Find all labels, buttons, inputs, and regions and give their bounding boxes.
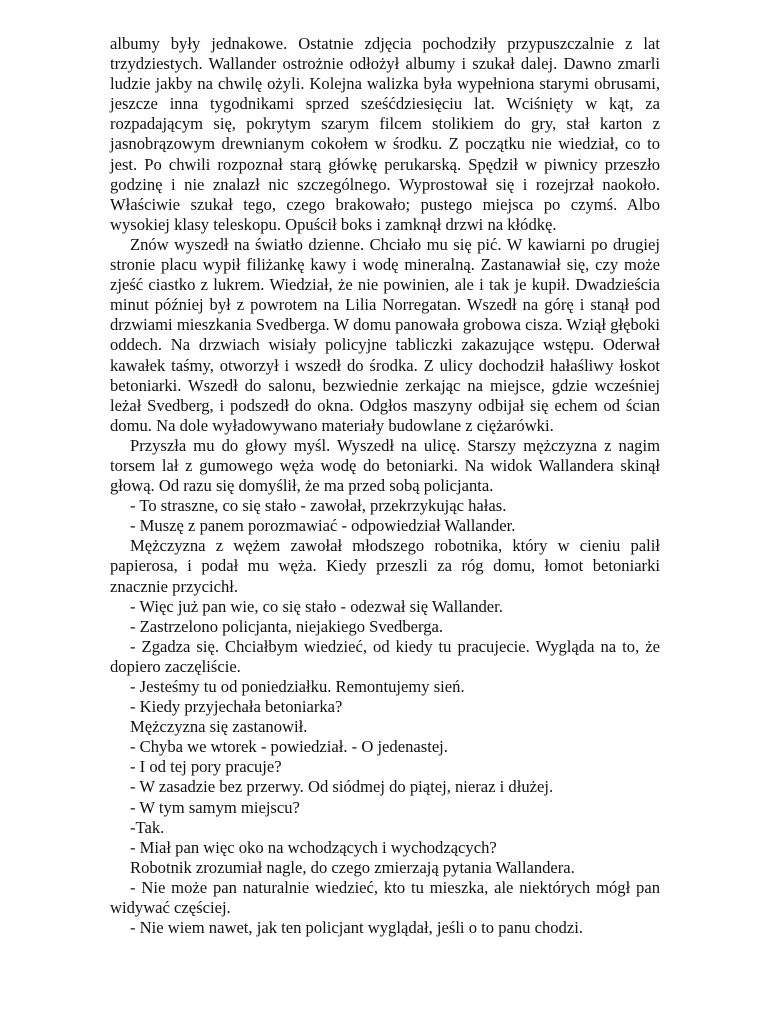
dialogue-line: -Tak. <box>130 817 165 837</box>
dialogue-line: - Zastrzelono policjanta, niejakiego Svedberga. <box>130 616 444 636</box>
paragraph-narration: Mężczyzna się zastanowił. <box>130 717 308 737</box>
dialogue-line: - Chyba we wtorek - powiedział. - O jedenastej. <box>130 737 448 757</box>
paragraph-1: albumy były jednakowe. Ostatnie zdjęcia pochodziły przypuszczalnie z lat trzydziestych. Wallander ostrożnie odłożył albumy i szukał dalej. Dawno zmarli ludzie jakby na chwilę ożyli. Kolejna walizka była wypełniona starymi obrusami, jeszcze inna tygodnikami sprzed sześćdziesięciu lat. Wciśnięty w kąt, za rozpadającym się, pokrytym szarym filcem stolikiem do gry, stał karton z jasnobrązowym drewnianym cokołem w środku. Z początku nie wiedział, co to jest. Po chwili rozpoznał starą główkę perukarską. Spędził w piwnicy przeszło godzinę i nie znalazł nic szczególnego. Wyprostował się i rozejrzał naokoło. Właściwie szukał tego, czego brakowało; pustego miejsca po czymś. Albo wysokiej klasy teleskopu. Opuścił boks i zamknął drzwi na kłódkę. <box>110 34 660 234</box>
dialogue-line: - W zasadzie bez przerwy. Od siódmej do piątej, nieraz i dłużej. <box>130 777 554 797</box>
dialogue-line: - W tym samym miejscu? <box>130 797 300 817</box>
dialogue-line: - Więc już pan wie, co się stało - odezwał się Wallander. <box>130 596 503 616</box>
paragraph-narration: Mężczyzna z wężem zawołał młodszego robotnika, który w cieniu palił papierosa, i podał mu węża. Kiedy przeszli za róg domu, łomot betoniarki znacznie przycichł. <box>110 536 660 596</box>
dialogue-line: - Miał pan więc oko na wchodzących i wychodzących? <box>130 837 497 857</box>
dialogue-line: - Zgadza się. Chciałbym wiedzieć, od kiedy tu pracujecie. Wygląda na to, że dopiero zaczęliście. <box>110 636 660 676</box>
dialogue-line: - Kiedy przyjechała betoniarka? <box>130 697 343 717</box>
paragraph-3: Przyszła mu do głowy myśl. Wyszedł na ulicę. Starszy mężczyzna z nagim torsem lał z gumowego węża wodę do betoniarki. Na widok Wallandera skinął głową. Od razu się domyślił, że ma przed sobą policjanta. <box>110 435 660 496</box>
dialogue-line: - I od tej pory pracuje? <box>130 757 282 777</box>
dialogue-line: - Muszę z panem porozmawiać - odpowiedział Wallander. <box>130 516 516 536</box>
dialogue-line: - Nie wiem nawet, jak ten policjant wyglądał, jeśli o to panu chodzi. <box>130 918 583 938</box>
paragraph-2: Znów wyszedł na światło dzienne. Chciało mu się pić. W kawiarni po drugiej stronie placu wypił filiżankę kawy i wodę mineralną. Zastanawiał się, czy może zjeść ciastko z lukrem. Wiedział, że nie powinien, ale i tak je kupił. Dwadzieścia minut później był z powrotem na Lilia Norregatan. Wszedł na górę i stanął pod drzwiami mieszkania Svedberga. W domu panowała grobowa cisza. Wziął głęboki oddech. Na drzwiach wisiały policyjne tabliczki zakazujące wstępu. Oderwał kawałek taśmy, otworzył i wszedł do środka. Z ulicy dochodził hałaśliwy łoskot betoniarki. Wszedł do salonu, bezwiednie zerkając na miejsce, gdzie wcześniej leżał Svedberg, i podszedł do okna. Odgłos maszyny odbijał się echem od ścian domu. Na dole wyładowywano materiały budowlane z ciężarówki. <box>110 234 660 435</box>
dialogue-line: - Jesteśmy tu od poniedziałku. Remontujemy sień. <box>130 677 465 696</box>
dialogue-line: - Nie może pan naturalnie wiedzieć, kto tu mieszka, ale niektórych mógł pan widywać częściej. <box>110 877 660 918</box>
paragraph-narration: Robotnik zrozumiał nagle, do czego zmierzają pytania Wallandera. <box>130 857 575 877</box>
dialogue-line: - To straszne, co się stało - zawołał, przekrzykując hałas. <box>130 496 507 516</box>
book-page <box>110 34 660 938</box>
